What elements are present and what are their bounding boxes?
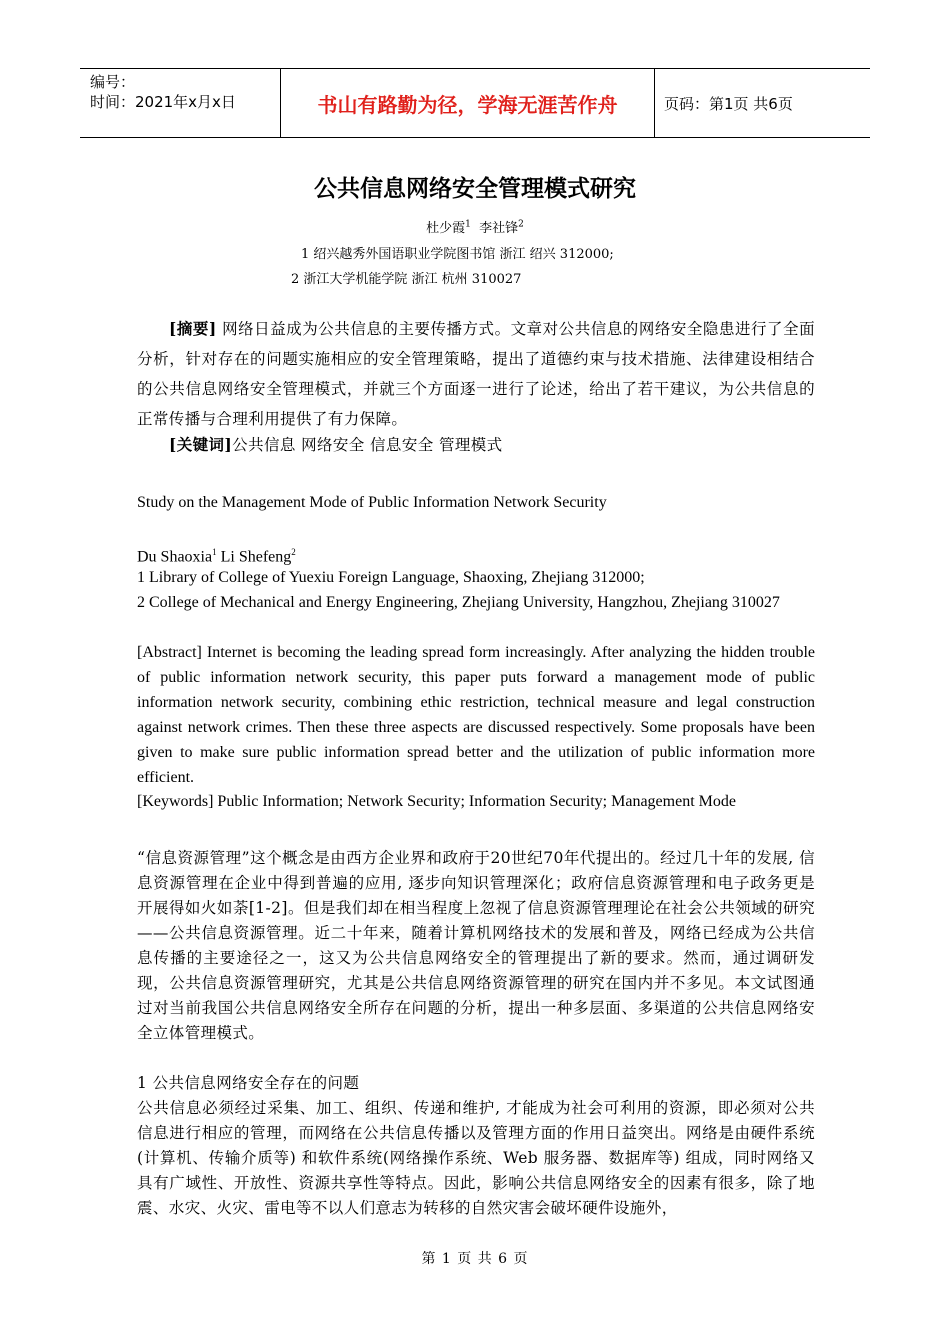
english-keywords: [Keywords] Public Information; Network Security; Information Security; Management Mode (137, 793, 736, 810)
author-name-en: Du Shaoxia (137, 548, 213, 566)
english-abstract: [Abstract] Internet is becoming the leading spread form increasingly. After analyzing the hidden trouble of public information network security, this paper puts forward a management mode of public information network security, combining ethic restriction, technical measure and legal construction against network crimes. Then these three aspects are discussed respectively. Some proposals have been given to make sure public information spread better and the utilization of public information more efficient. (137, 644, 815, 786)
author-name: 李社锋 (479, 221, 519, 236)
section-1-text: 公共信息必须经过采集、加工、组织、传递和维护, 才能成为社会可利用的资源，即必须对公共信息进行相应的管理，而网络在公共信息传播以及管理方面的作用日益突出。网络是由硬件系统(计算机、传输介质等) 和软件系统(网络操作系统、Web 服务器、数据库等) 组成，同时网络又具有广域性、开放性、资源共享性等特点。因此，影响公共信息网络安全的因素有很多，除了地震、水灾、火灾、雷电等不以人们意志为转移的自然灾害会破坏硬件设施外， (137, 1099, 815, 1217)
author-sup: 1 (465, 219, 471, 230)
abstract-label: [摘要] (169, 319, 217, 338)
affiliation-2: 2 浙江大学机能学院 浙江 杭州 310027 (291, 272, 522, 287)
author-sup: 1 (212, 547, 217, 557)
abstract-text: 网络日益成为公共信息的主要传播方式。文章对公共信息的网络安全隐患进行了全面分析，针对存在的问题实施相应的安全管理策略，提出了道德约束与技术措施、法律建设相结合的公共信息网络安全管理模式，并就三个方面逐一进行了论述，给出了若干建议，为公共信息的正常传播与合理利用提供了有力保障。 (137, 320, 815, 428)
author-line (0, 217, 950, 236)
page-header (80, 68, 870, 138)
english-affiliation-1: 1 Library of College of Yuexiu Foreign Language, Shaoxing, Zhejiang 312000; (137, 569, 645, 586)
author-name: 杜少霞 (426, 221, 466, 236)
intro-paragraph: “信息资源管理”这个概念是由西方企业界和政府于20世纪70年代提出的。经过几十年的发展, 信息资源管理在企业中得到普遍的应用, 逐步向知识管理深化；政府信息资源管理和电子政务更是开展得如火如荼[1-2]。但是我们却在相当程度上忽视了信息资源管理理论在社会公共领域的研究——公共信息资源管理。近二十年来，随着计算机网络技术的发展和普及，网络已经成为公共信息传播的主要途径之一，这又为公共信息网络安全的管理提出了新的要求。然而，通过调研发现，公共信息资源管理研究，尤其是公共信息网络资源管理的研究在国内并不多见。本文试图通过对当前我国公共信息网络安全所存在问题的分析，提出一种多层面、多渠道的公共信息网络安全立体管理模式。 (137, 849, 815, 1042)
header-page-number: 页码：第1页 共6页 (664, 94, 793, 113)
header-number: 编号： (90, 73, 136, 91)
keywords-label: [关键词] (169, 435, 233, 454)
document-title: 公共信息网络安全管理模式研究 (314, 176, 636, 202)
author-sup: 2 (518, 219, 524, 230)
author-name-en: Li Shefeng (216, 548, 292, 566)
abstract-cn (137, 314, 815, 434)
author-sup: 2 (291, 547, 296, 557)
header-meta (80, 69, 281, 137)
section-1-heading: 1 公共信息网络安全存在的问题 (137, 1074, 360, 1092)
keywords-text: 公共信息 网络安全 信息安全 管理模式 (232, 436, 503, 454)
header-time: 时间：2021年x月x日 (90, 93, 236, 111)
page-footer: 第 1 页 共 6 页 (421, 1251, 529, 1267)
header-motto: 书山有路勤为径，学海无涯苦作舟 (281, 69, 655, 137)
english-affiliation-2: 2 College of Mechanical and Energy Engineering, Zhejiang University, Hangzhou, Zhejiang 310027 (137, 594, 780, 611)
english-title: Study on the Management Mode of Public Information Network Security (137, 494, 607, 511)
keywords-cn (137, 432, 815, 458)
affiliation-1: 1 绍兴越秀外国语职业学院图书馆 浙江 绍兴 312000; (301, 247, 614, 262)
